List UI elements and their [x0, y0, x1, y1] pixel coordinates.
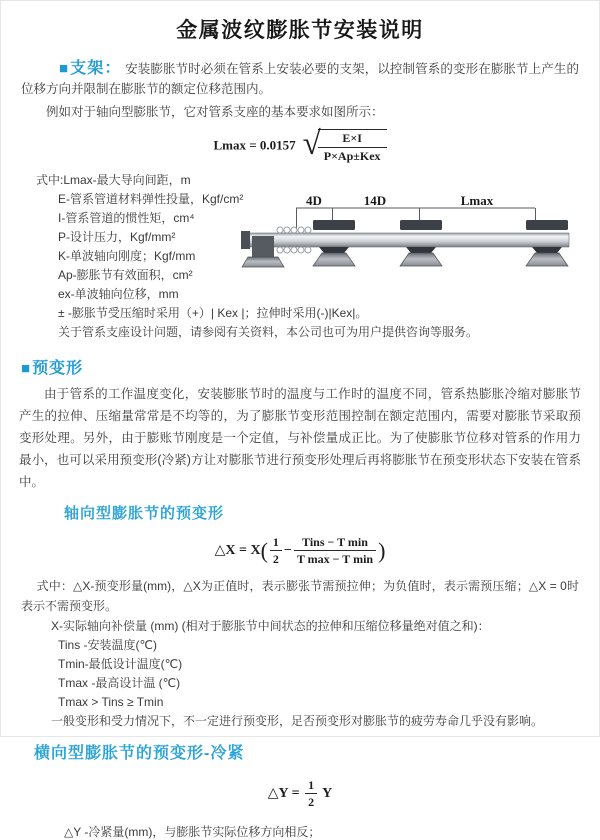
axial-line: X-实际轴向补偿量 (mm) (相对于膨胀节中间状态的拉伸和压缩位移量绝对值之和)： [51, 618, 490, 633]
transverse-note: △Y -冷紧量(mm)，与膨胀节实际位移方向相反； [64, 824, 321, 839]
pipe-support-diagram [239, 195, 597, 291]
transverse-formula-lhs: △Y = [267, 785, 300, 801]
axial-definitions [21, 617, 579, 731]
axial-line: Tmax > Tins ≥ Tmin [58, 694, 164, 709]
open-paren: ( [260, 537, 268, 563]
radical-sign: √ [302, 126, 321, 163]
support-example-line: 例如对于轴向型膨胀节，它对管系支座的基本要求如图所示： [46, 105, 384, 119]
variables-intro-line: 式中:Lmax-最大导向间距，m [36, 173, 191, 187]
half-fraction: $\frac{1}{2}$ [270, 535, 282, 567]
support-note-line: 关于管系支座设计问题，请参阅有关资料，本公司也可为用户提供咨询等服务。 [58, 325, 479, 339]
lmax-formula-lhs: Lmax = 0.0157 [213, 137, 296, 153]
variable-line: ± -膨胀节受压缩时采用（+）| Kex |；拉伸时采用(-)|Kex|。 [58, 306, 368, 320]
support-intro-paragraph [21, 59, 579, 99]
temperature-fraction: $\frac{\text{Tins − T min}}{\text{T max − T min}}$ [294, 535, 376, 567]
variable-line: ex-单波轴向位移，mm [58, 287, 179, 301]
support-intro-text: 安装膨胀节时必须在管系上安装必要的支架，以控制管系的变形在膨胀节上产生的位移方向并限制在膨胀节的额定位移范围内。 [21, 62, 579, 96]
minus-sign: − [283, 543, 292, 559]
dim-label-lmax: Lmax [460, 193, 494, 208]
predeform-paragraph: 由于管系的工作温度变化，安装膨胀节时的温度与工作时的温度不同，管系热膨胀冷缩对膨胀节产生的拉伸、压缩量常常是不均等的，为了膨胀节变形范围控制在额定范围内，需要对膨胀节采取预变形处理。另外，由于膨账节刚度是一个定值，与补偿量成正比。为了使膨胀节位移对管系的作用力最小，也可以采用预变形(冷紧)方让对膨胀节进行预变形处理后再将膨胀节在预变形状态下安装在管系中。 [19, 387, 581, 489]
transverse-subheading: 横向型膨胀节的预变形-冷紧 [34, 744, 245, 762]
lmax-formula [1, 126, 599, 164]
half-fraction: $\frac{1}{2}$ [305, 778, 317, 810]
axial-line: Tmax -最高设计温 (℃) [58, 675, 181, 690]
lmax-denominator: P×Ap±Kex [323, 149, 381, 163]
sqrt-expression [302, 126, 387, 164]
variable-line: K-单波轴向刚度；Kgf/mm [58, 249, 196, 263]
variable-line: E-管系管道材料弹性投量，Kgf/cm² [58, 192, 244, 206]
predeform-heading-label: 预变形 [32, 360, 84, 377]
variable-line: I-管系管道的惯性矩，cm⁴ [58, 211, 195, 225]
axial-line: Tins -安装温度(℃) [58, 637, 158, 652]
axial-formula [1, 535, 599, 567]
support-section-heading [59, 60, 122, 77]
blue-square-icon: ■ [59, 60, 70, 77]
predeform-section-heading [21, 355, 579, 378]
axial-formula-lhs: △X = X [214, 543, 261, 559]
axial-explanation: 式中：△X-预变形量(mm)，△X为正值时，表示膨张节需预拉伸；为负值时，表示需预压缩；△X = 0时表示不需预变形。 [21, 578, 579, 613]
blue-square-icon: ■ [21, 360, 32, 377]
axial-line: Tmin-最低设计温度(℃) [58, 656, 183, 671]
close-paren: ) [378, 537, 386, 563]
transverse-formula [1, 778, 599, 810]
variable-line: Ap-膨胀节有效面积，cm² [58, 268, 193, 282]
axial-subheading: 轴向型膨胀节的预变形 [64, 505, 225, 522]
axial-note-line: 一般变形和受力情况下，不一定进行预变形，足否预变形对膨胀节的疲劳寿命几乎没有影响。 [51, 713, 544, 728]
transverse-formula-rhs: Y [322, 785, 333, 801]
page-title: 金属波纹膨胀节安装说明 [176, 19, 424, 42]
pipe [243, 233, 569, 247]
support-heading-label: 支架： [70, 60, 122, 77]
variable-line: P-设计压力，Kgf/mm² [58, 230, 176, 244]
dim-label-14d: 14D [363, 193, 387, 208]
dim-label-4d: 4D [306, 193, 322, 208]
lmax-numerator: E×I [318, 130, 387, 148]
